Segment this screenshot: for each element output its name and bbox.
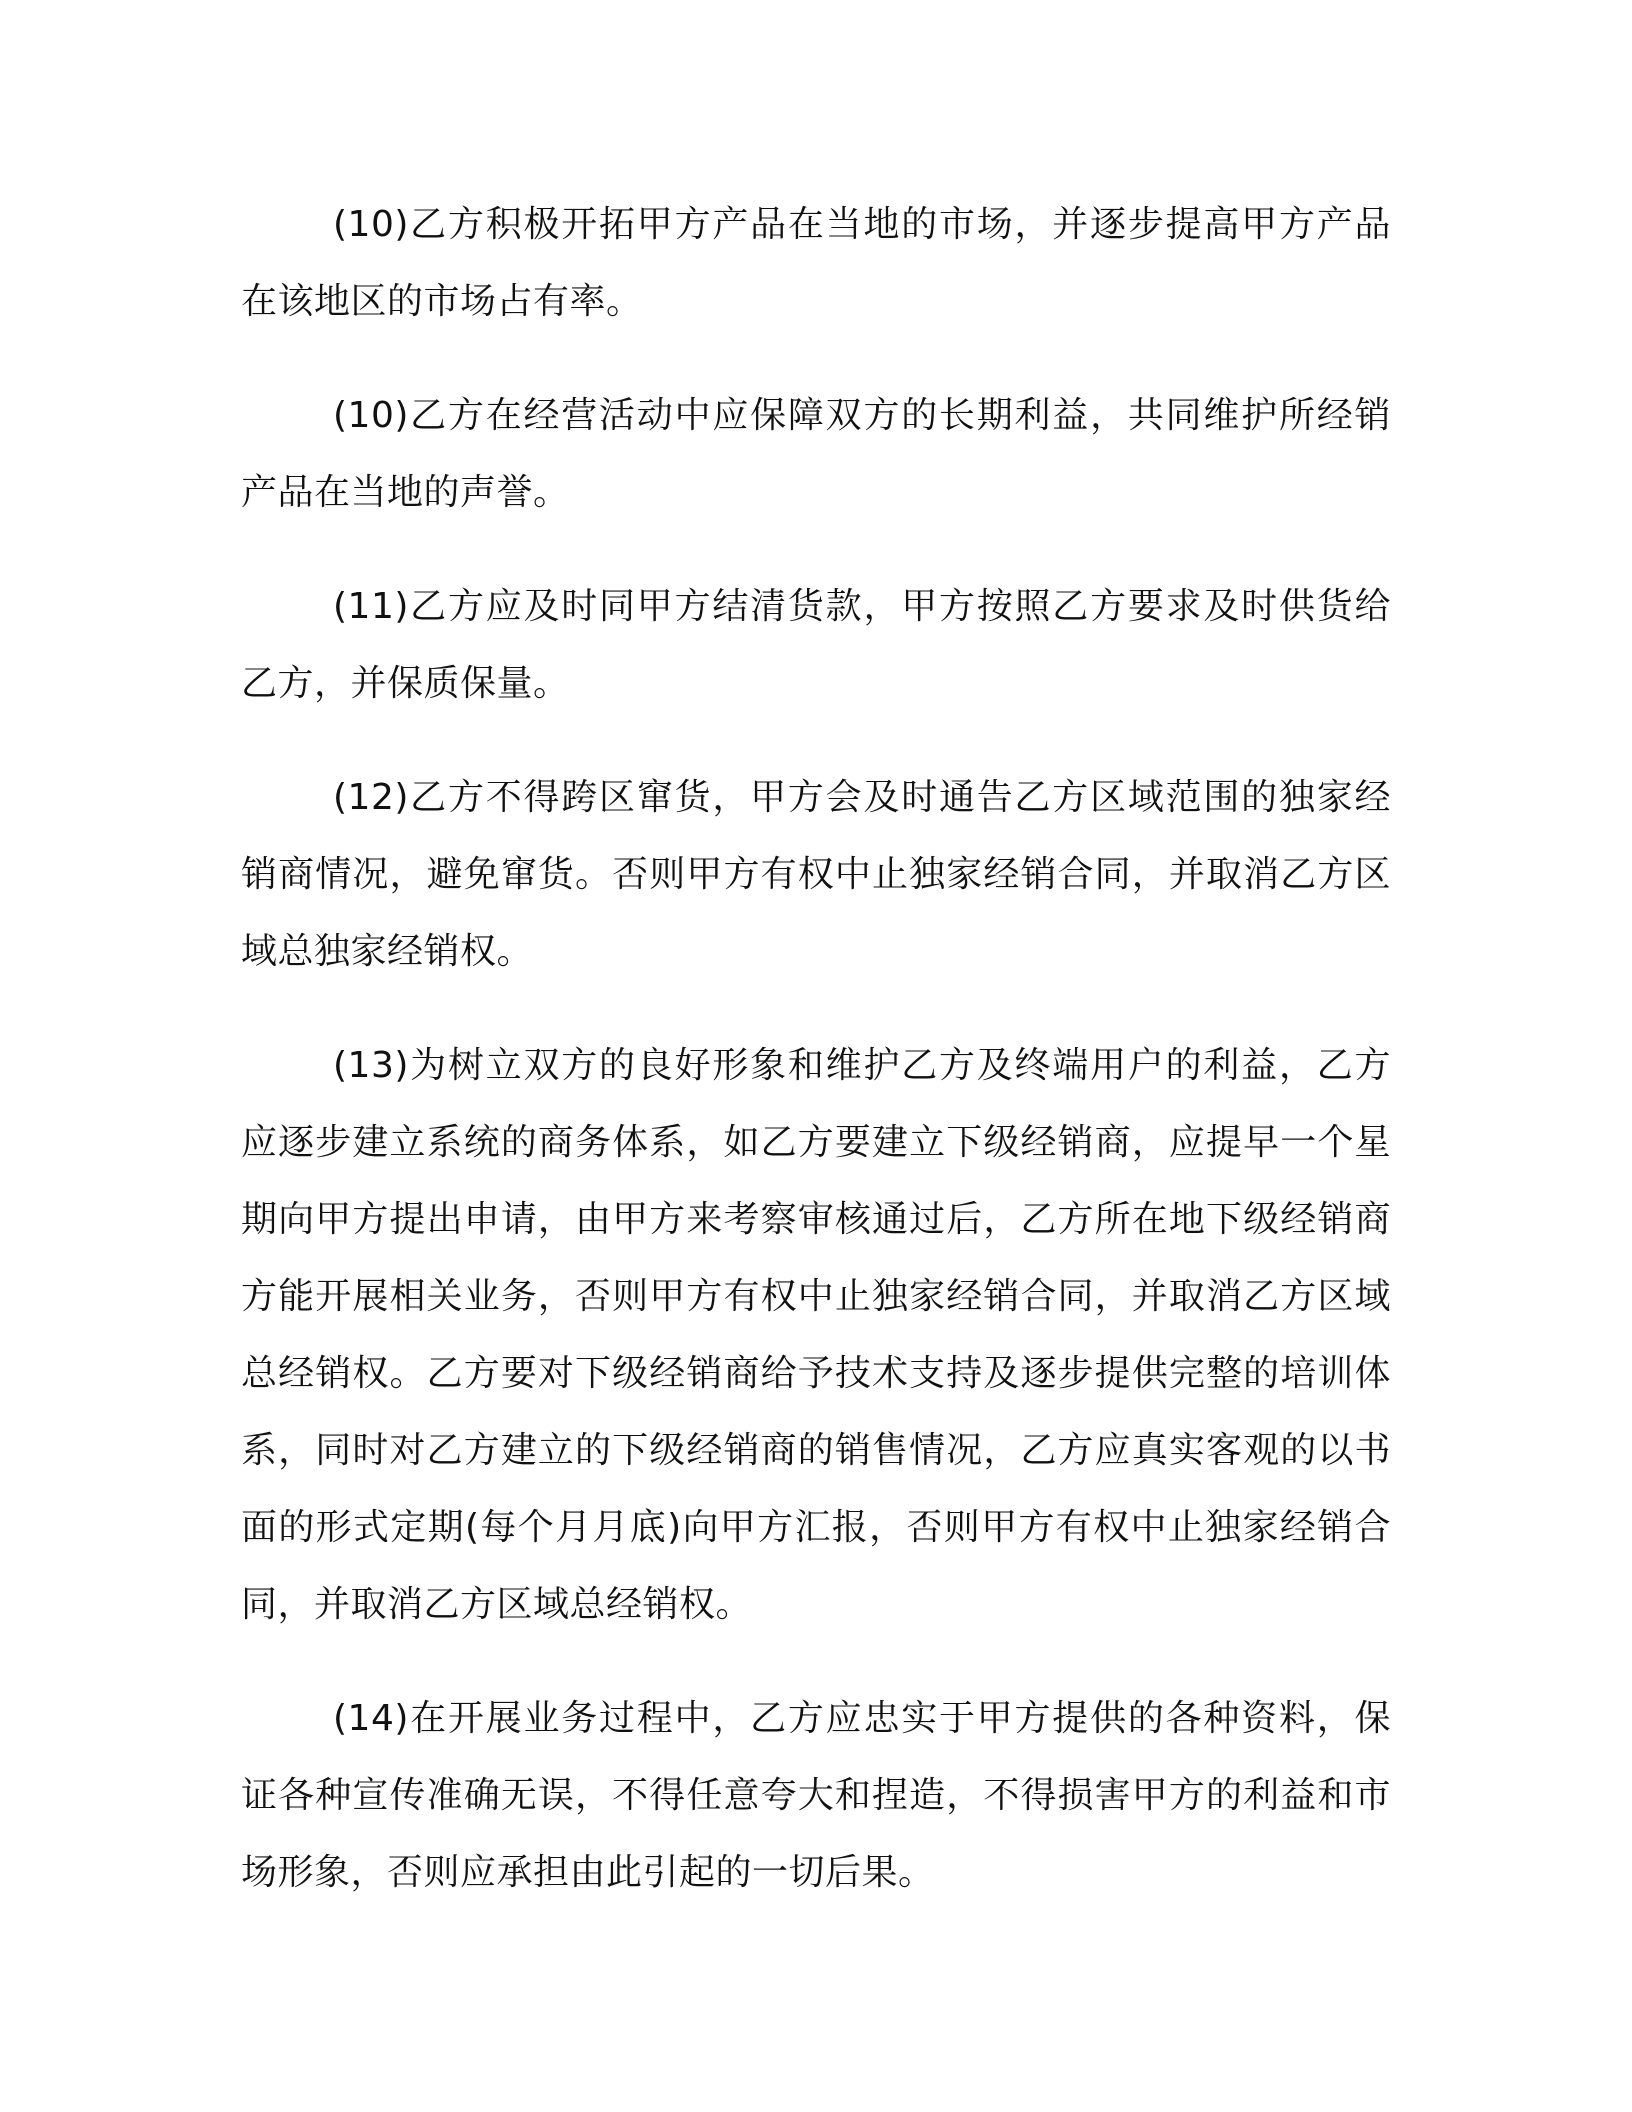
clause-13: (13)为树立双方的良好形象和维护乙方及终端用户的利益，乙方应逐步建立系统的商务体系，如乙方要建立下级经销商，应提早一个星期向甲方提出申请，由甲方来考察审核通过后，乙方所在地下级经销商方能开展相关业务，否则甲方有权中止独家经销合同，并取消乙方区域总经销权。乙方要对下级经销商给予技术支持及逐步提供完整的培训体系，同时对乙方建立的下级经销商的销售情况，乙方应真实客观的以书面的形式定期(每个月月底)向甲方汇报，否则甲方有权中止独家经销合同，并取消乙方区域总经销权。 <box>241 1045 1391 1625</box>
clause-10a: (10)乙方积极开拓甲方产品在当地的市场，并逐步提高甲方产品在该地区的市场占有率。 <box>241 204 1391 322</box>
clause-12: (12)乙方不得跨区窜货，甲方会及时通告乙方区域范围的独家经销商情况，避免窜货。否则甲方有权中止独家经销合同，并取消乙方区域总独家经销权。 <box>241 777 1391 972</box>
clause-11: (11)乙方应及时同甲方结清货款，甲方按照乙方要求及时供货给乙方，并保质保量。 <box>241 586 1391 704</box>
clause-10b: (10)乙方在经营活动中应保障双方的长期利益，共同维护所经销产品在当地的声誉。 <box>241 395 1391 513</box>
clause-14: (14)在开展业务过程中，乙方应忠实于甲方提供的各种资料，保证各种宣传准确无误，不得任意夸大和捏造，不得损害甲方的利益和市场形象，否则应承担由此引起的一切后果。 <box>241 1698 1391 1893</box>
document-body <box>241 186 1391 1948</box>
